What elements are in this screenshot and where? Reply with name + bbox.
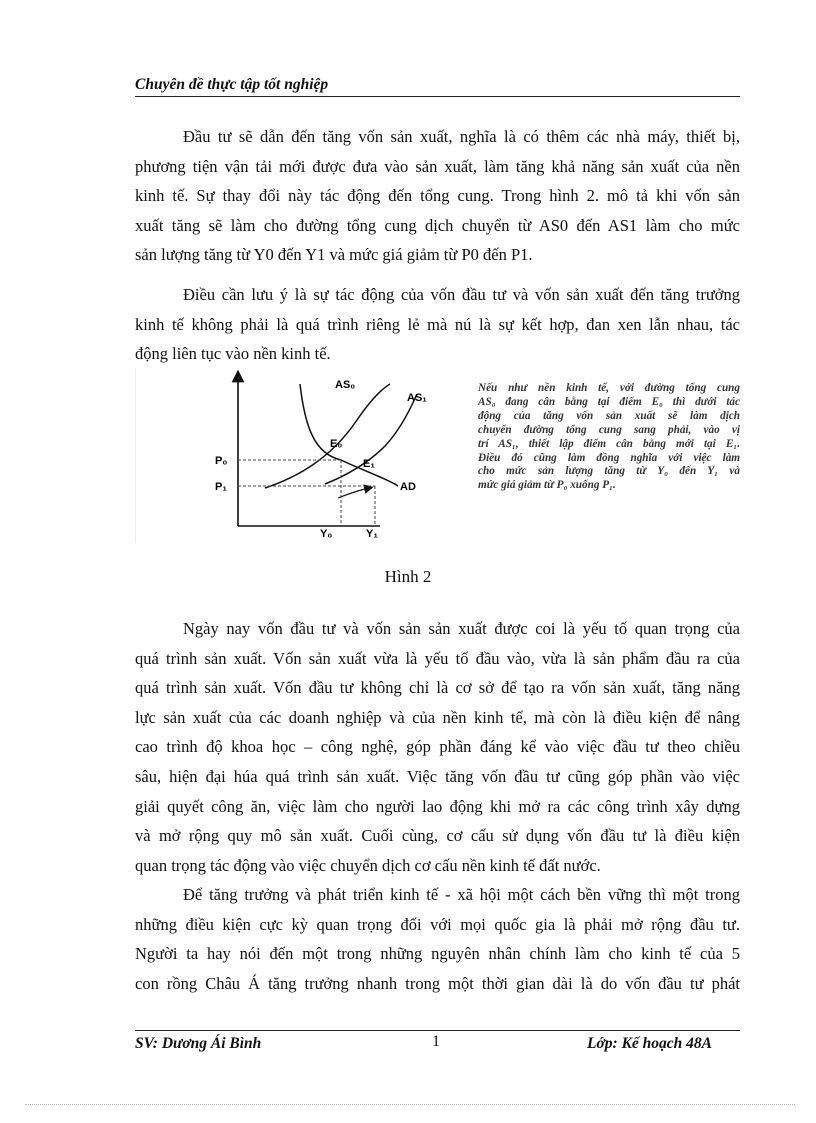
paragraph-line: cao trình độ khoa học – công nghệ, góp phần đáng kể vào việc đầu tư theo chiều: [135, 737, 740, 757]
paragraph-line: phương tiện vận tải mới được đưa vào sản xuất, làm tăng khả năng sản xuất của nền: [135, 156, 740, 176]
page-bottom-dotted-rule: [25, 1104, 795, 1105]
paragraph-line: Người ta hay nói đến một trong những nguyên nhân chính làm cho kinh tế của 5: [135, 944, 740, 964]
figure-note: [478, 382, 740, 493]
paragraph-line: sâu, hiện đại húa quá trình sản xuất. Việc tăng vốn đầu tư cũng góp phần vào việc: [135, 766, 740, 786]
note-line: AS₀ đang cân bằng tại điểm E₀ thì dưới tác: [478, 395, 740, 408]
label-p0: P₀: [215, 455, 228, 467]
paragraph-line: Điều cần lưu ý là sự tác động của vốn đầu tư và vốn sản xuất đến tăng trưởng: [183, 285, 740, 304]
figure-caption: Hình 2: [384, 567, 432, 586]
label-y1: Y₁: [366, 528, 378, 540]
label-e0: E₀: [330, 438, 343, 450]
page-header: [135, 74, 740, 97]
label-as0: AS₀: [335, 379, 356, 391]
as-ad-diagram: [135, 368, 475, 543]
paragraph-line: Để tăng trưởng và phát triển kinh tế - xã hội một cách bền vững thì một trong: [183, 885, 740, 904]
diagram-svg: [135, 368, 475, 543]
paragraph-line: giải quyết công ăn, việc làm cho người lao động khi mở ra các công trình xây dựng: [135, 796, 740, 816]
shift-arrow: [338, 488, 369, 498]
paragraph-line: quan trọng tác động vào việc chuyển dịch cơ cấu nền kinh tế đất nước.: [135, 855, 601, 875]
footer-rule: [135, 1030, 740, 1031]
label-as1: AS₁: [407, 392, 427, 404]
paragraph-3: [135, 614, 740, 880]
paragraph-line: Đầu tư sẽ dẫn đến tăng vốn sản xuất, nghĩa là có thêm các nhà máy, thiết bị,: [183, 127, 740, 146]
label-ad: AD: [400, 481, 416, 493]
paragraph-line: kinh tế không phải là quá trình riêng lẻ mà nú là sự kết hợp, đan xen lẫn nhau, tác: [135, 314, 740, 334]
label-y0: Y₀: [320, 528, 333, 540]
paragraph-line: Ngày nay vốn đầu tư và vốn sản sản xuất được coi là yếu tố quan trọng của: [183, 619, 740, 638]
paragraph-line: những điều kiện cực kỳ quan trọng đối với mọi quốc gia là phải mở rộng đầu tư.: [135, 914, 740, 934]
page-number: 1: [432, 1033, 440, 1050]
label-p1: P₁: [215, 481, 227, 493]
ad-curve: [300, 384, 398, 486]
paragraph-2: [135, 280, 740, 369]
footer-class: Lớp: Kế hoạch 48A: [587, 1035, 712, 1052]
paragraph-line: xuất tăng sẽ làm cho đường tổng cung dịch chuyển từ AS0 đến AS1 làm cho mức: [135, 215, 740, 235]
note-line: chuyển đường tổng cung sang phải, vào vị: [478, 423, 740, 436]
note-line: cho mức sản lượng tăng từ Y₀ đến Y₁ và: [478, 465, 740, 478]
paragraph-4: [135, 880, 740, 998]
note-line: động của tăng vốn sản xuất sẽ làm dịch: [478, 409, 740, 422]
header-title: Chuyên đề thực tập tốt nghiệp: [135, 76, 329, 93]
paragraph-line: và mở rộng quy mô sản xuất. Cuối cùng, cơ cấu sử dụng vốn đầu tư là điều kiện: [135, 826, 740, 846]
note-line: mức giá giảm từ P₀ xuống P₁.: [478, 479, 616, 492]
paragraph-line: kinh tế. Sự thay đổi này tác động đến tổng cung. Trong hình 2. mô tả khi vốn sản: [135, 186, 740, 206]
paragraph-1: [135, 122, 740, 270]
note-line: Nếu như nền kinh tế, với đường tổng cung: [478, 382, 740, 394]
paragraph-line: con rồng Châu Á tăng trưởng nhanh trong một thời gian dài là do vốn đầu tư phát: [135, 973, 740, 993]
paragraph-line: động liên tục vào nền kinh tế.: [135, 344, 331, 364]
footer-student: SV: Dương Ái Bình: [135, 1035, 262, 1052]
paragraph-line: quá trình sản xuất. Vốn đầu tư không chỉ là cơ sở để tạo ra vốn sản xuất, tăng năng: [135, 678, 740, 698]
note-line: Điều đó cũng làm đồng nghĩa với việc làm: [478, 451, 740, 464]
paragraph-line: sản lượng tăng từ Y0 đến Y1 và mức giá giảm từ P0 đến P1.: [135, 245, 533, 265]
paragraph-line: quá trình sản xuất. Vốn sản xuất vừa là yếu tố đầu vào, vừa là sản phẩm đầu ra của: [135, 648, 740, 668]
label-e1: E₁: [363, 458, 375, 470]
note-line: trí AS₁, thiết lập điểm cân bằng mới tại E₁.: [478, 437, 740, 450]
paragraph-line: lực sản xuất của các doanh nghiệp và của nền kinh tế, mà còn là điều kiện để nâng: [135, 707, 740, 727]
